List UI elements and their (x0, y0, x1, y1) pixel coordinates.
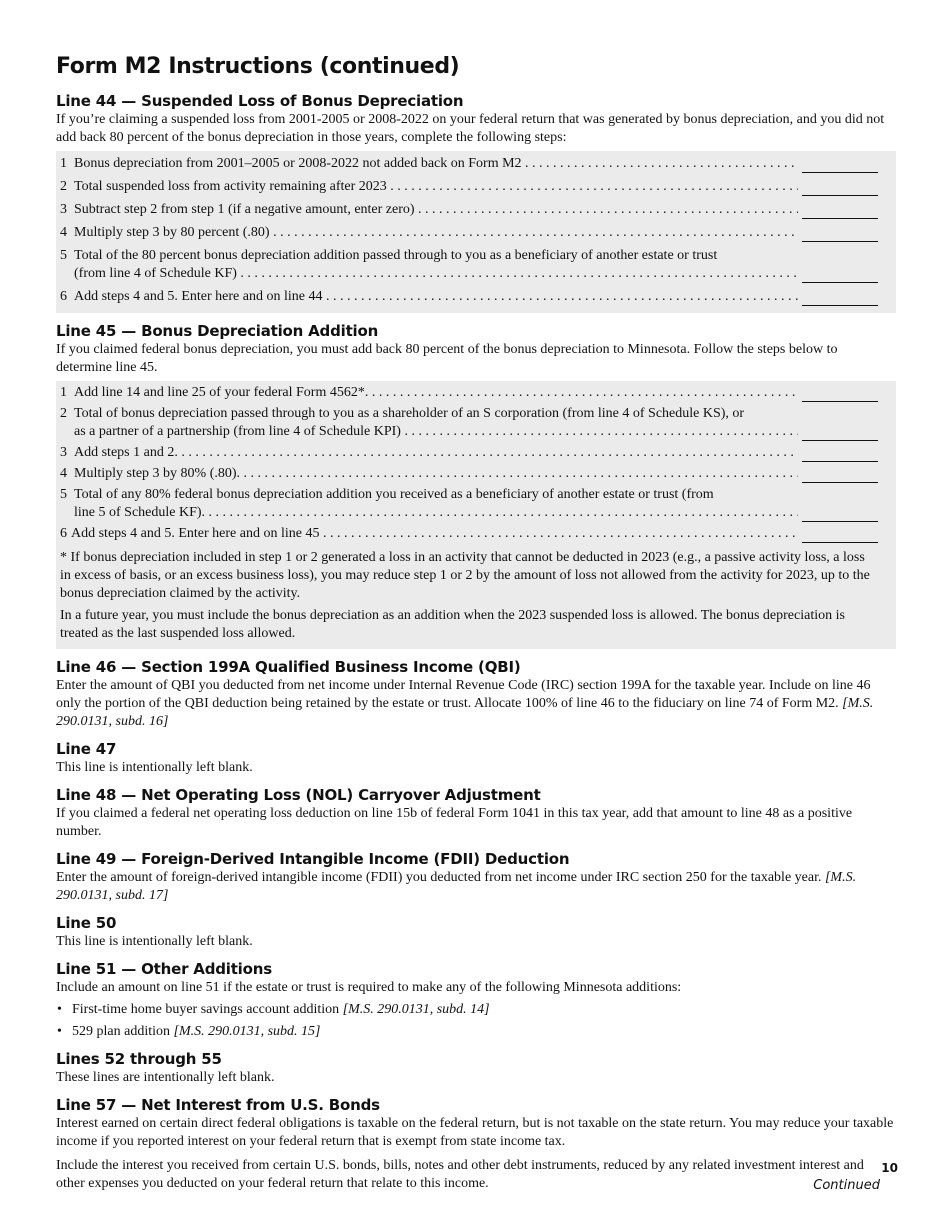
section-line-44 (56, 92, 896, 313)
worksheet-step (60, 222, 878, 245)
list-item (56, 1023, 896, 1041)
statute-citation: [M.S. 290.0131, subd. 14] (342, 1002, 490, 1017)
worksheet-step (60, 485, 878, 524)
step-text: Total of the 80 percent bonus depreciation addition passed through to you as a beneficiary of another estate or trust (74, 248, 718, 263)
list-item-text: 529 plan addition (72, 1024, 170, 1039)
step-text: Total of bonus depreciation passed through to you as a shareholder of an S corporation (from line 4 of Schedule KS), or (74, 406, 745, 421)
list-item (56, 1001, 896, 1019)
step-number: 3 (60, 445, 67, 460)
worksheet-step (60, 286, 878, 309)
section-intro: If you claimed federal bonus depreciation, you must add back 80 percent of the bonus depreciation to Minnesota. Follow the steps below to determine line 45. (56, 342, 838, 375)
entry-blank[interactable] (802, 201, 878, 219)
worksheet-line-45 (56, 381, 896, 649)
entry-blank[interactable] (802, 504, 878, 522)
page-number: 10 (881, 1161, 898, 1175)
worksheet-note: In a future year, you must include the bonus depreciation as an addition when the 2023 suspended loss is allowed. The bonus depreciation is treated as the last suspended loss allowed. (60, 608, 845, 641)
section-line-47 (56, 740, 896, 777)
section-heading: Line 48 — Net Operating Loss (NOL) Carryover Adjustment (56, 786, 541, 804)
worksheet-step (60, 404, 878, 443)
list-item-text: First-time home buyer savings account addition (72, 1002, 340, 1017)
section-line-49 (56, 850, 896, 905)
section-heading: Line 51 — Other Additions (56, 960, 272, 978)
entry-blank[interactable] (802, 288, 878, 306)
step-number: 4 (60, 466, 67, 481)
worksheet-step (60, 383, 878, 404)
section-heading: Line 50 (56, 914, 117, 932)
step-number: 6 (60, 526, 67, 541)
step-text: Add line 14 and line 25 of your federal Form 4562*. . . . (74, 384, 798, 402)
section-heading: Lines 52 through 55 (56, 1050, 222, 1068)
worksheet-line-44 (56, 151, 896, 313)
section-body: If you claimed a federal net operating loss deduction on line 15b of federal Form 1041 in this tax year, add that amount to line 48 as a positive number. (56, 806, 853, 839)
step-text: Multiply step 3 by 80% (.80). . . . (74, 465, 798, 483)
step-number: 3 (60, 202, 67, 217)
section-body: Include an amount on line 51 if the estate or trust is required to make any of the following Minnesota additions: (56, 980, 682, 995)
entry-blank[interactable] (802, 384, 878, 402)
step-text: Total of any 80% federal bonus depreciation addition you received as a beneficiary of another estate or trust (from (74, 487, 714, 502)
section-body (56, 677, 896, 731)
section-body: These lines are intentionally left blank. (56, 1070, 275, 1085)
step-text: Multiply step 3 by 80 percent (.80) . . . (74, 224, 798, 242)
entry-blank[interactable] (802, 525, 878, 543)
worksheet-footnote: * If bonus depreciation included in step 1 or 2 generated a loss in an activity that cannot be deducted in 2023 (e.g., a passive activity loss, a loss in excess of basis, or an excess business loss), you may reduce step 1 or 2 by the amount of loss not allowed from the activity for 2023, up to the bonus depreciation claimed by the activity. (60, 550, 870, 601)
step-number: 1 (60, 385, 67, 400)
step-text-continued: as a partner of a partnership (from line 4 of Schedule KPI) . . . (74, 423, 798, 441)
step-text: Add steps 4 and 5. Enter here and on line 44 . . . (74, 288, 798, 306)
entry-blank[interactable] (802, 265, 878, 283)
entry-blank[interactable] (802, 224, 878, 242)
step-number: 4 (60, 225, 67, 240)
statute-citation: [M.S. 290.0131, subd. 17] (56, 870, 857, 903)
section-heading: Line 57 — Net Interest from U.S. Bonds (56, 1096, 380, 1114)
section-heading: Line 44 — Suspended Loss of Bonus Depreciation (56, 92, 464, 110)
section-body: This line is intentionally left blank. (56, 760, 253, 775)
entry-blank[interactable] (802, 423, 878, 441)
additions-list (56, 1001, 896, 1041)
worksheet-step (60, 524, 878, 545)
section-body: Interest earned on certain direct federal obligations is taxable on the federal return, but is not taxable on the state return. You may reduce your taxable income if you reported interest on your federal return that is exempt from state income tax. (56, 1116, 894, 1149)
step-number: 2 (60, 406, 67, 421)
section-heading: Line 47 (56, 740, 117, 758)
step-text: Bonus depreciation from 2001–2005 or 2008-2022 not added back on Form M2 . . . (74, 155, 798, 173)
step-number: 5 (60, 248, 67, 263)
step-number: 2 (60, 179, 67, 194)
entry-blank[interactable] (802, 444, 878, 462)
worksheet-step (60, 464, 878, 485)
section-heading: Line 49 — Foreign-Derived Intangible Income (FDII) Deduction (56, 850, 570, 868)
step-text-continued: (from line 4 of Schedule KF) . . . (74, 265, 798, 283)
section-heading: Line 46 — Section 199A Qualified Business Income (QBI) (56, 658, 521, 676)
page-title: Form M2 Instructions (continued) (56, 54, 460, 79)
section-line-57 (56, 1096, 896, 1193)
step-text: Total suspended loss from activity remaining after 2023 . . . (74, 178, 798, 196)
section-body: This line is intentionally left blank. (56, 934, 253, 949)
section-line-45 (56, 322, 896, 649)
entry-blank[interactable] (802, 155, 878, 173)
section-line-48 (56, 786, 896, 841)
document-page (56, 52, 896, 1202)
worksheet-step (60, 176, 878, 199)
entry-blank[interactable] (802, 178, 878, 196)
section-line-51 (56, 960, 896, 1041)
step-text: Subtract step 2 from step 1 (if a negative amount, enter zero) . . . (74, 201, 798, 219)
body-text: Enter the amount of QBI you deducted from net income under Internal Revenue Code (IRC) section 199A for the taxable year. Include on line 46 only the portion of the QBI deduction being retained by the estate or trust. Allocate 100% of line 46 to the fiduciary on line 74 of Form M2. (56, 678, 871, 711)
continued-label: Continued (813, 1178, 880, 1193)
statute-citation: [M.S. 290.0131, subd. 15] (173, 1024, 321, 1039)
section-heading: Line 45 — Bonus Depreciation Addition (56, 322, 379, 340)
worksheet-step (60, 153, 878, 176)
body-text: Enter the amount of foreign-derived intangible income (FDII) you deducted from net income under IRC section 250 for the taxable year. (56, 870, 822, 885)
step-number: 5 (60, 487, 67, 502)
section-intro: If you’re claiming a suspended loss from 2001-2005 or 2008-2022 on your federal return that was generated by bonus depreciation, and you did not add back 80 percent of the bonus depreciation in those years, complete the following steps: (56, 112, 885, 145)
section-line-50 (56, 914, 896, 951)
section-lines-52-55 (56, 1050, 896, 1087)
step-number: 6 (60, 289, 67, 304)
step-text-continued: line 5 of Schedule KF). . . . (74, 504, 798, 522)
section-body (56, 869, 896, 905)
worksheet-step (60, 245, 878, 286)
entry-blank[interactable] (802, 465, 878, 483)
step-number: 1 (60, 156, 67, 171)
worksheet-step (60, 443, 878, 464)
step-text: Add steps 4 and 5. Enter here and on line 45 . . . (71, 525, 798, 543)
step-text: Add steps 1 and 2. . . . (74, 444, 798, 462)
statute-citation: [M.S. 290.0131, subd. 16] (56, 696, 874, 729)
section-body: Include the interest you received from certain U.S. bonds, bills, notes and other debt instruments, reduced by any related investment interest and other expenses you deducted on your federal return that relate to this income. (56, 1158, 864, 1191)
section-line-46 (56, 658, 896, 731)
worksheet-step (60, 199, 878, 222)
